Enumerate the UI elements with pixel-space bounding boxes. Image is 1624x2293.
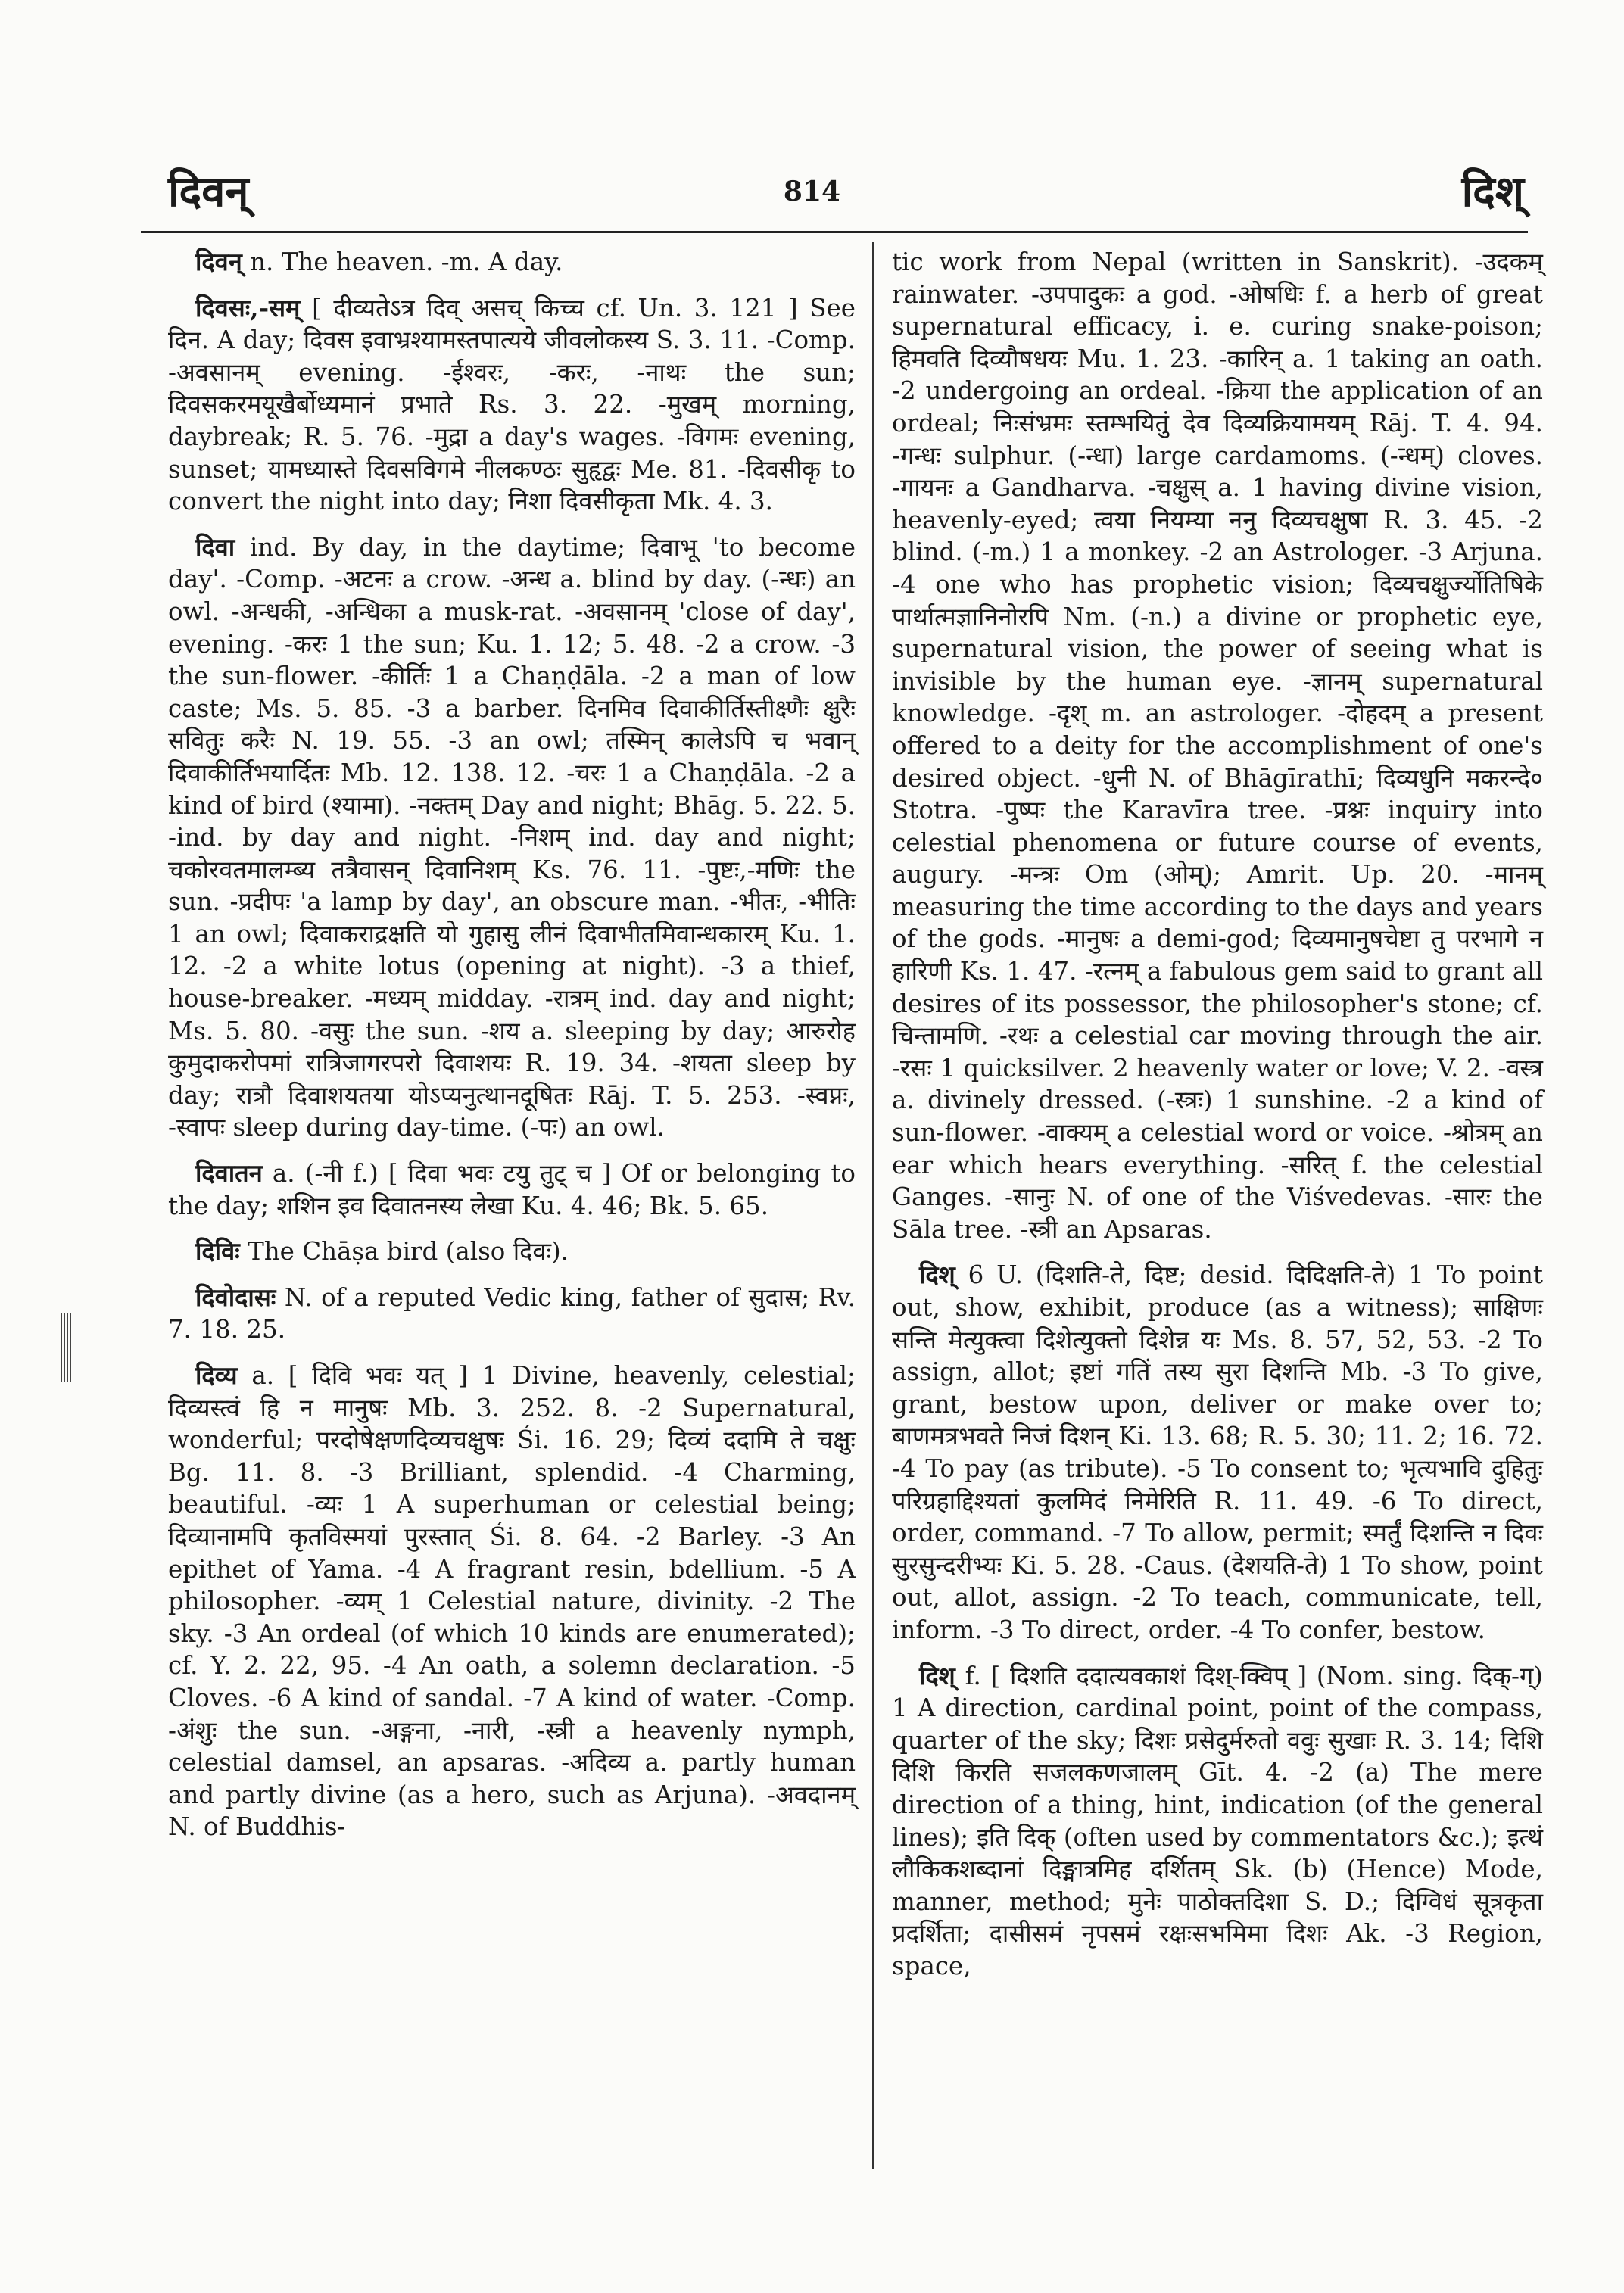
entry-body: The Chāṣa bird (also दिवः). xyxy=(239,1237,569,1266)
dictionary-entry xyxy=(168,246,856,279)
entry-body: a. (-नी f.) [ दिवा भवः टयु तुट् च ] Of or belonging to the day; शशिन इव दिवातनस्य लेखा Ku. 4. 46; Bk. 5. 65. xyxy=(168,1159,856,1220)
margin-tick-mark xyxy=(61,1313,73,1382)
dictionary-entry xyxy=(168,1282,856,1346)
dictionary-entry xyxy=(168,292,856,518)
entry-headword: दिवातन xyxy=(195,1158,263,1189)
left-column xyxy=(168,246,856,1857)
entry-body: n. The heaven. -m. A day. xyxy=(242,248,563,276)
entry-body: f. [ दिशति ददात्यवकाशं दिश्-क्विप् ] (Nom. sing. दिक्-ग्) 1 A direction, cardinal point, point of the compass, quarter of the sky; दिशः प्रसेदुर्मरुतो ववुः सुखाः R. 3. 14; दिशि दिशि किरति सजलकणजालम् Gīt. 4. -2 (a) The mere direction of a thing, hint, indication (of the general lines); इति दिक् (often used by commentators &c.); इत्थं लौकिकशब्दानां दिङ्मात्रमिह दर्शितम् Sk. (b) (Hence) Mode, manner, method; मुनेः पाठोक्तदिशा S. D.; दिग्विधं सूत्रकृता प्रदर्शिता; दासीसमं नृपसमं रक्षःसभमिमा दिशः Ak. -3 Region, space, xyxy=(892,1661,1543,1980)
dictionary-entry xyxy=(892,1660,1543,1983)
dictionary-entry xyxy=(168,1157,856,1222)
entry-headword: दिव्य xyxy=(195,1360,238,1390)
entry-body: N. of a reputed Vedic king, father of सुदास; Rv. 7. 18. 25. xyxy=(168,1282,856,1344)
right-column xyxy=(892,246,1543,1995)
right-running-headword: दिश् xyxy=(1461,167,1524,217)
entry-body: 6 U. (दिशति-ते, दिष्ट; desid. दिदिक्षति-ते) 1 To point out, show, exhibit, produce (as a witness); साक्षिणः सन्ति मेत्युक्त्वा दिशेत्युक्तो दिशेन्न यः Ms. 8. 57, 52, 53. -2 To assign, allot; इष्टां गतिं तस्य सुरा दिशन्ति Mb. -3 To give, grant, bestow upon, deliver or make over to; बाणमत्रभवते निजं दिशन् Ki. 13. 68; R. 5. 30; 11. 2; 16. 72. -4 To pay (as tribute). -5 To consent to; भृत्यभावि दुहितुः परिग्रहाद्दिश्यतां कुलमिदं निमेरिति R. 11. 49. -6 To direct, order, command. -7 To allow, permit; स्मर्तुं दिशन्ति न दिवः सुरसुन्दरीभ्यः Ki. 5. 28. -Caus. (देशयति-ते) 1 To show, point out, allot, assign. -2 To teach, communicate, tell, inform. -3 To direct, order. -4 To confer, bestow. xyxy=(892,1260,1543,1644)
entry-body: a. [ दिवि भवः यत् ] 1 Divine, heavenly, celestial; दिव्यस्त्वं हि न मानुषः Mb. 3. 252. 8. -2 Supernatural, wonderful; परदोषेक्षणदिव्यचक्षुषः Śi. 16. 29; दिव्यं ददामि ते चक्षुः Bg. 11. 8. -3 Brilliant, splendid. -4 Charming, beautiful. -व्यः 1 A superhuman or celestial being; दिव्यानामपि कृतविस्मयां पुरस्तात् Śi. 8. 64. -2 Barley. -3 An epithet of Yama. -4 A fragrant resin, bdellium. -5 A philosopher. -व्यम् 1 Celestial nature, divinity. -2 The sky. -3 An ordeal (of which 10 kinds are enumerated); cf. Y. 2. 22, 95. -4 An oath, a solemn declaration. -5 Cloves. -6 A kind of sandal. -7 A kind of water. -Comp. -अंशुः the sun. -अङ्गना, -नारी, -स्त्री a heavenly nymph, celestial damsel, an apsaras. -अदिव्य a. partly human and partly divine (as a hero, such as Arjuna). -अवदानम् N. of Buddhis- xyxy=(168,1361,856,1842)
entry-headword: दिवसः,-सम् xyxy=(195,292,301,322)
entry-headword: दिश् xyxy=(919,1260,955,1290)
dictionary-entry xyxy=(168,1360,856,1843)
left-running-headword: दिवन् xyxy=(168,167,249,217)
dictionary-entry xyxy=(168,1235,856,1268)
page-number: 814 xyxy=(783,176,841,207)
column-divider xyxy=(872,242,874,2169)
entry-body: [ दीव्यतेऽत्र दिव् असच् किच्च cf. Un. 3. 121 ] See दिन. A day; दिवस इवाभ्रश्यामस्तपात्यये जीवलोकस्य S. 3. 11. -Comp. -अवसानम् evening. -ईश्वरः, -करः, -नाथः the sun; दिवसकरमयूखैर्बोध्यमानं प्रभाते Rs. 3. 22. -मुखम् morning, daybreak; R. 5. 76. -मुद्रा a day's wages. -विगमः evening, sunset; यामध्यास्ते दिवसविगमे नीलकण्ठः सुहृद्वः Me. 81. -दिवसीकृ to convert the night into day; निशा दिवसीकृता Mk. 4. 3. xyxy=(168,293,856,516)
entry-headword: दिवोदासः xyxy=(195,1282,276,1312)
entry-headword: दिवन् xyxy=(195,247,242,276)
dictionary-entry xyxy=(892,1259,1543,1646)
entry-headword: दिवा xyxy=(195,531,235,562)
dictionary-entry xyxy=(168,531,856,1144)
header-rule xyxy=(141,231,1528,233)
dictionary-entry-continued xyxy=(892,246,1543,1245)
entry-headword: दिविः xyxy=(195,1236,240,1266)
entry-body: tic work from Nepal (written in Sanskrit). -उदकम् rainwater. -उपपादुकः a god. -ओषधिः f. a herb of great supernatural efficacy, i. e. curing snake-poison; हिमवति दिव्यौषधयः Mu. 1. 23. -कारिन् a. 1 taking an oath. -2 undergoing an ordeal. -क्रिया the application of an ordeal; निःसंभ्रमः स्तम्भयितुं देव दिव्यक्रियामयम् Rāj. T. 4. 94. -गन्धः sulphur. (-न्धा) large cardamoms. (-न्धम्) cloves. -गायनः a Gandharva. -चक्षुस् a. 1 having divine vision, heavenly-eyed; त्वया नियम्या ननु दिव्यचक्षुषा R. 3. 45. -2 blind. (-m.) 1 a monkey. -2 an Astrologer. -3 Arjuna. -4 one who has prophetic vision; दिव्यचक्षुर्ज्योतिषिके पार्थात्मज्ञानिनोरपि Nm. (-n.) a divine or prophetic eye, supernatural vision, the power of seeing what is invisible by the human eye. -ज्ञानम् supernatural knowledge. -दृश् m. an astrologer. -दोहदम् a present offered to a deity for the accomplishment of one's desired object. -धुनी N. of Bhāgīrathī; दिव्यधुनि मकरन्दे० Stotra. -पुष्पः the Karavīra tree. -प्रश्नः inquiry into celestial phenomena or future course of events, augury. -मन्त्रः Om (ओम्); Amrit. Up. 20. -मानम् measuring the time according to the days and years of the gods. -मानुषः a demi-god; दिव्यमानुषचेष्टा तु परभागे न हारिणी Ks. 1. 47. -रत्नम् a fabulous gem said to grant all desires of its possessor, the philosopher's stone; cf. चिन्तामणि. -रथः a celestial car moving through the air. -रसः 1 quicksilver. 2 heavenly water or love; V. 2. -वस्त्र a. divinely dressed. (-स्त्रः) 1 sunshine. -2 a kind of sun-flower. -वाक्यम् a celestial word or voice. -श्रोत्रम् an ear which hears everything. -सरित् f. the celestial Ganges. -सानुः N. of one of the Viśvedevas. -सारः the Sāla tree. -स्त्री an Apsaras. xyxy=(892,248,1543,1244)
entry-body: ind. By day, in the daytime; दिवाभू 'to become day'. -Comp. -अटनः a crow. -अन्ध a. blind by day. (-न्धः) an owl. -अन्धकी, -अन्धिका a musk-rat. -अवसानम् 'close of day', evening. -करः 1 the sun; Ku. 1. 12; 5. 48. -2 a crow. -3 the sun-flower. -कीर्तिः 1 a Chaṇḍāla. -2 a man of low caste; Ms. 5. 85. -3 a barber. दिनमिव दिवाकीर्तिस्तीक्ष्णैः क्षुरैः सवितुः करैः N. 19. 55. -3 an owl; तस्मिन् कालेऽपि च भवान् दिवाकीर्तिभयार्दितः Mb. 12. 138. 12. -चरः 1 a Chaṇḍāla. -2 a kind of bird (श्यामा). -नक्तम् Day and night; Bhāg. 5. 22. 5. -ind. by day and night. -निशम् ind. day and night; चकोरवतमालम्ब्य तत्रैवासन् दिवानिशम् Ks. 76. 11. -पुष्टः,-मणिः the sun. -प्रदीपः 'a lamp by day', an obscure man. -भीतः, -भीतिः 1 an owl; दिवाकराद्रक्षति यो गुहासु लीनं दिवाभीतमिवान्धकारम् Ku. 1. 12. -2 a white lotus (opening at night). -3 a thief, house-breaker. -मध्यम् midday. -रात्रम् ind. day and night; Ms. 5. 80. -वसुः the sun. -शय a. sleeping by day; आरुरोह कुमुदाकरोपमां रात्रिजागरपरो दिवाशयः R. 19. 34. -शयता sleep by day; रात्रौ दिवाशयतया योऽप्यनुत्थानदूषितः Rāj. T. 5. 253. -स्वप्नः, -स्वापः sleep during day-time. (-पः) an owl. xyxy=(168,532,856,1142)
entry-headword: दिश् xyxy=(919,1660,955,1690)
